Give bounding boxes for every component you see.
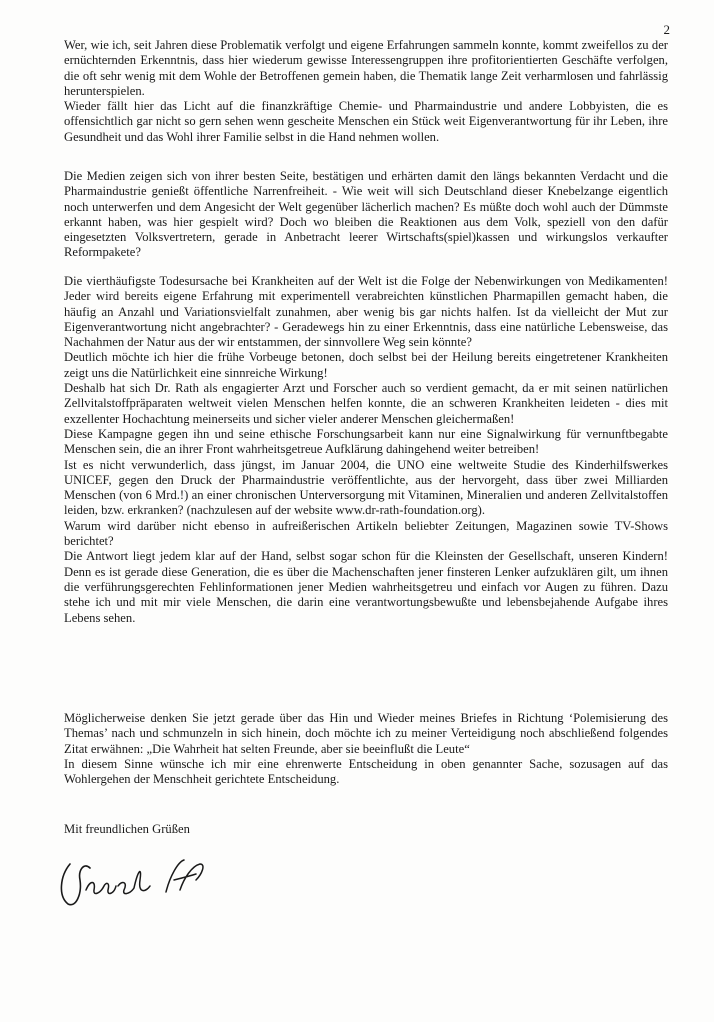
paragraph: Deutlich möchte ich hier die frühe Vorbeuge betonen, doch selbst bei der Heilung bereits eingetretener Krankheiten zeigt uns die Natürlichkeit eine sinnreiche Wirkung! xyxy=(64,350,668,380)
paragraph-block-4 xyxy=(64,711,668,787)
paragraph: In diesem Sinne wünsche ich mir eine ehrenwerte Entscheidung in oben genannter Sache, sozusagen auf das Wohlergehen der Menschheit gerichtete Entscheidung. xyxy=(64,756,668,787)
paragraph: Deshalb hat sich Dr. Rath als engagierter Arzt und Forscher auch so verdient gemacht, da er mit seinen natürlichen Zellvitalstoffpräparaten weltweit vielen Menschen helfen konnte, die an schweren Krankheiten leideten - dies mit exzellenter Hochachtung meinerseits und sicher vieler anderer Menschen gleichermaßen! xyxy=(64,381,668,426)
paragraph: Die Antwort liegt jedem klar auf der Hand, selbst sogar schon für die Kleinsten der Gesellschaft, unseren Kindern! Denn es ist gerade diese Generation, die es über die Machenschaften jener finsteren Lenker aufzuklären gilt, um ihnen die verführungsgerechten Fehlinformationen jener Medien wahrheitsgetreu und einfach vor Augen zu führen. Dazu stehe ich und mit mir viele Menschen, die darin eine verantwortungsbewußte und lebensbejahende Aufgabe ihres Lebens sehen. xyxy=(64,549,668,625)
paragraph-block-2 xyxy=(64,169,668,261)
handwritten-signature xyxy=(56,850,236,910)
paragraph-block-3 xyxy=(64,274,668,626)
closing-salutation: Mit freundlichen Grüßen xyxy=(64,822,190,836)
paragraph: Die vierthäufigste Todesursache bei Krankheiten auf der Welt ist die Folge der Nebenwirkungen von Medikamenten! Jeder wird bereits eigene Erfahrung mit experimentell verabreichten künstlichen Pharmapillen gemacht haben, die häufig an Anzahl und Variationsvielfalt zunahmen, aber wenig bis gar nichts halfen. Ist da vielleicht der Mut zur Eigenverantwortung nicht angebrachter? - Geradewegs hin zu einer Erkenntnis, dass eine natürliche Lebensweise, das Nachahmen der Natur aus der wir entstammen, der sinnvollere Weg sein könnte? xyxy=(64,274,668,350)
page-number: 2 xyxy=(663,22,670,37)
paragraph: Ist es nicht verwunderlich, dass jüngst, im Januar 2004, die UNO eine weltweite Studie des Kinderhilfswerkes UNICEF, gegen den Druck der Pharmaindustrie veröffentlichte, aus der hervorgeht, dass über zwei Milliarden Menschen (von 6 Mrd.!) an einer chronischen Unterversorgung mit Vitaminen, Mineralien und anderen Zellvitalstoffen leiden, bzw. erkranken? (nachzulesen auf der website www.dr-rath-foundation.org). xyxy=(64,457,668,518)
paragraph: Möglicherweise denken Sie jetzt gerade über das Hin und Wieder meines Briefes in Richtung ‘Polemisierung des Themas’ nach und schmunzeln in sich hinein, doch möchte ich zu meiner Verteidigung noch abschließend folgendes Zitat erwähnen: „Die Wahrheit hat selten Freunde, aber sie beeinflußt die Leute“ xyxy=(64,711,668,756)
paragraph: Diese Kampagne gegen ihn und seine ethische Forschungsarbeit kann nur eine Signalwirkung für vernunftbegabte Menschen sein, die an ihrer Front wahrheitsgetreue Aufklärung dahingehend weiter betreiben! xyxy=(64,426,668,457)
paragraph: Wer, wie ich, seit Jahren diese Problematik verfolgt und eigene Erfahrungen sammeln konnte, kommt zweifellos zu der ernüchternden Erkenntnis, dass hier wiederum gewisse Interessengruppen ihre profitorientierten Geschäfte verfolgen, die oft sehr wenig mit dem Wohle der Betroffenen gemein haben, die Thematik lange Zeit verharmlosen und fahrlässig herunterspielen. xyxy=(64,38,668,98)
paragraph: Warum wird darüber nicht ebenso in aufreißerischen Artikeln beliebter Zeitungen, Magazinen sowie TV-Shows berichtet? xyxy=(64,518,668,549)
paragraph: Die Medien zeigen sich von ihrer besten Seite, bestätigen und erhärten damit den längs bekannten Verdacht und die Pharmaindustrie genießt öffentliche Narrenfreiheit. - Wie weit will sich Deutschland dieser Knebelzange eigentlich noch unterwerfen und dem Angesicht der Welt gegenüber lächerlich machen? Es müßte doch wohl auch der Dümmste erkannt haben, was hier gespielt wird? Doch wo bleiben die Reaktionen aus dem Volk, speziell von den dafür eingesetzten Volksvertretern, gerade in Anbetracht leerer Wirtschafts(spiel)kassen und wirkungslos verkaufter Reformpakete? xyxy=(64,169,668,260)
paragraph-block-1 xyxy=(64,38,668,145)
paragraph: Wieder fällt hier das Licht auf die finanzkräftige Chemie- und Pharmaindustrie und andere Lobbyisten, die es offensichtlich gar nicht so gern sehen wenn gescheite Menschen ein Stück weit Eigenverantwortung für ihr Leben, ihre Gesundheit und das Wohl ihrer Familie selbst in die Hand nehmen wollen. xyxy=(64,99,668,144)
